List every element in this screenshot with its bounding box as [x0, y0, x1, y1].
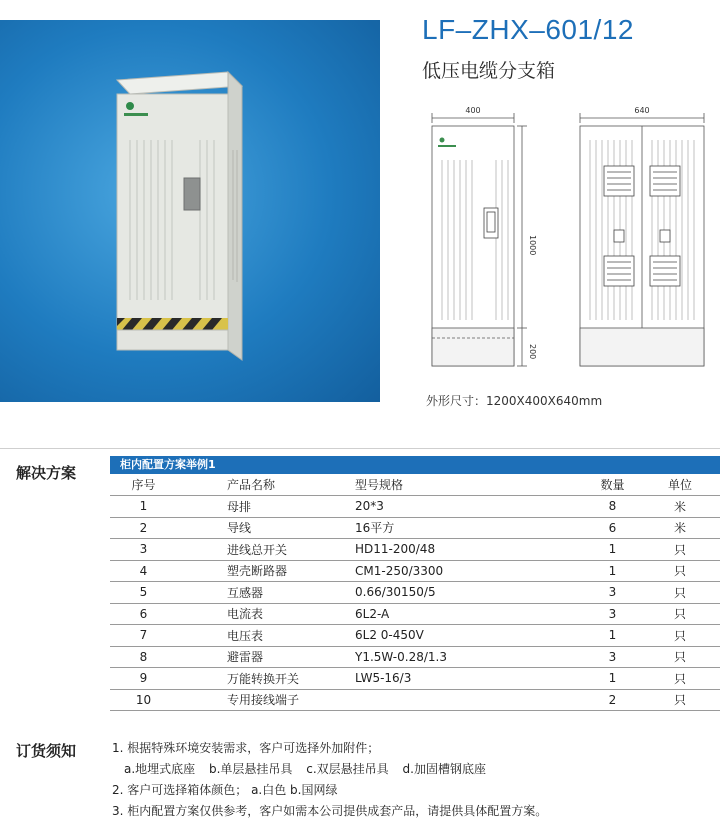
cell-seq: 3: [110, 539, 195, 561]
option-item: c.双层悬挂吊具: [306, 762, 389, 776]
table-row: [110, 496, 720, 518]
cell-model: [325, 689, 515, 711]
cell-qty: 3: [515, 646, 640, 668]
cell-model: 6L2 0-450V: [325, 625, 515, 647]
table-row: [110, 560, 720, 582]
cell-unit: 米: [640, 517, 720, 539]
cell-seq: 10: [110, 689, 195, 711]
width-dimension-label: 400: [465, 106, 481, 115]
table-row: [110, 668, 720, 690]
depth-dimension-label: 640: [634, 106, 650, 115]
ordering-section-title: 订货须知: [16, 742, 77, 760]
front-view-drawing: [432, 113, 527, 366]
cell-seq: 1: [110, 496, 195, 518]
table-row: [110, 625, 720, 647]
cell-seq: 8: [110, 646, 195, 668]
cell-seq: 2: [110, 517, 195, 539]
cell-seq: 5: [110, 582, 195, 604]
option-item: d.加固槽钢底座: [402, 762, 486, 776]
table-row: [110, 517, 720, 539]
cell-seq: 4: [110, 560, 195, 582]
option-item: b.单层悬挂吊具: [209, 762, 293, 776]
cell-unit: 只: [640, 603, 720, 625]
cell-name: 电压表: [195, 625, 325, 647]
table-row: [110, 689, 720, 711]
cell-name: 万能转换开关: [195, 668, 325, 690]
section-divider: [0, 448, 720, 449]
overall-dimensions: 外形尺寸：1200X400X640mm: [426, 394, 603, 408]
cell-model: 20*3: [325, 496, 515, 518]
table-header-row: [110, 474, 720, 496]
config-table: [110, 474, 720, 711]
table-row: [110, 603, 720, 625]
solution-section-title: 解决方案: [16, 464, 77, 482]
option-item: a.地埋式底座: [124, 762, 196, 776]
cell-qty: 8: [515, 496, 640, 518]
cell-unit: 只: [640, 625, 720, 647]
cell-qty: 1: [515, 560, 640, 582]
col-header-name: 产品名称: [195, 474, 325, 496]
cell-qty: 1: [515, 539, 640, 561]
cell-model: HD11-200/48: [325, 539, 515, 561]
cabinet-photo-illustration: [0, 20, 380, 402]
cell-qty: 3: [515, 582, 640, 604]
cell-model: 0.66/30150/5: [325, 582, 515, 604]
cell-name: 电流表: [195, 603, 325, 625]
ordering-note-2: 2. 客户可选择箱体颜色； a.白色 b.国网绿: [112, 783, 338, 797]
cell-qty: 2: [515, 689, 640, 711]
cell-qty: 1: [515, 625, 640, 647]
cell-name: 塑壳断路器: [195, 560, 325, 582]
cell-model: Y1.5W-0.28/1.3: [325, 646, 515, 668]
col-header-unit: 单位: [640, 474, 720, 496]
product-model: LF–ZHX–601/12: [422, 14, 634, 45]
configuration-table: [110, 456, 720, 711]
cell-unit: 只: [640, 668, 720, 690]
side-view-drawing: [580, 113, 704, 366]
cell-name: 互感器: [195, 582, 325, 604]
table-row: [110, 646, 720, 668]
product-photo: [0, 20, 380, 402]
cell-unit: 只: [640, 646, 720, 668]
col-header-seq: 序号: [110, 474, 195, 496]
cell-name: 避雷器: [195, 646, 325, 668]
cell-model: CM1-250/3300: [325, 560, 515, 582]
cell-unit: 只: [640, 539, 720, 561]
cell-model: 6L2-A: [325, 603, 515, 625]
table-title-bar: 柜内配置方案举例1: [110, 456, 720, 474]
cell-unit: 只: [640, 582, 720, 604]
cell-unit: 只: [640, 689, 720, 711]
cell-unit: 米: [640, 496, 720, 518]
cell-qty: 3: [515, 603, 640, 625]
ordering-note-1: 1. 根据特殊环境安装需求，客户可选择外加附件；: [112, 741, 380, 755]
cell-seq: 6: [110, 603, 195, 625]
cell-name: 进线总开关: [195, 539, 325, 561]
cell-qty: 1: [515, 668, 640, 690]
table-row: [110, 539, 720, 561]
base-dimension-label: 200: [528, 344, 537, 360]
cell-seq: 7: [110, 625, 195, 647]
cell-seq: 9: [110, 668, 195, 690]
cell-name: 导线: [195, 517, 325, 539]
technical-drawing: [418, 100, 718, 370]
cell-model: 16平方: [325, 517, 515, 539]
cell-qty: 6: [515, 517, 640, 539]
col-header-qty: 数量: [515, 474, 640, 496]
product-name: 低压电缆分支箱: [422, 60, 556, 82]
col-header-model: 型号规格: [325, 474, 515, 496]
cell-name: 专用接线端子: [195, 689, 325, 711]
table-row: [110, 582, 720, 604]
cell-unit: 只: [640, 560, 720, 582]
ordering-note-3: 3. 柜内配置方案仅供参考，客户如需本公司提供成套产品，请提供具体配置方案。: [112, 804, 548, 818]
cell-model: LW5-16/3: [325, 668, 515, 690]
cell-name: 母排: [195, 496, 325, 518]
ordering-note-1-options: [112, 759, 547, 780]
height-dimension-label: 1000: [528, 235, 537, 256]
ordering-notes: [112, 738, 547, 822]
